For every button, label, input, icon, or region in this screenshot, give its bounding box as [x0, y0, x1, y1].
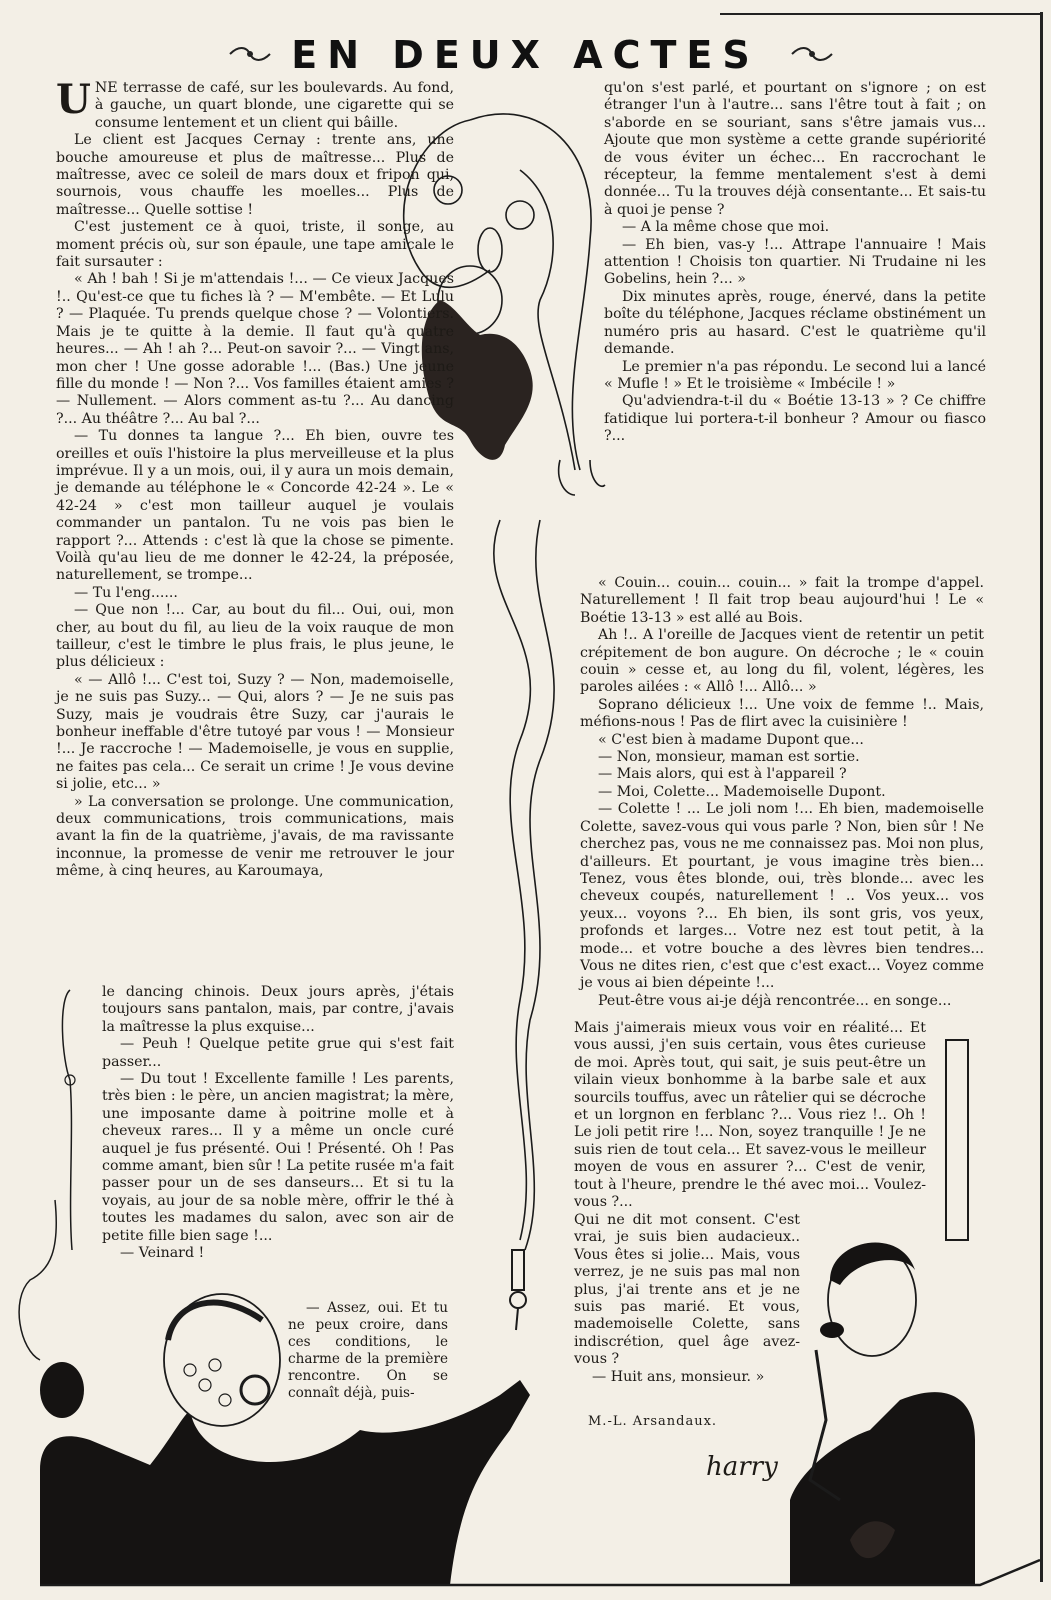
column-right-lower: [574, 1020, 926, 1211]
paragraph: Qui ne dit mot consent. C'est vrai, je suis bien audacieux.. Vous êtes si jolie... Mais, vous verrez, je ne suis pas mal non plus, j'ai trente ans et je ne suis pas marié. Et vous, mademoiselle Colette, sans indiscrétion, quel âge avez-vous ?: [574, 1212, 800, 1368]
paragraph: — A la même chose que moi.: [622, 219, 830, 236]
paragraph: « C'est bien à madame Dupont que...: [598, 731, 864, 748]
paragraph: » La conversation se prolonge. Une communication, deux communications, trois communications, mais avant la fin de la quatrième, j'avais, de ma ravissante inconnue, la promesse de venir me retrouver le jour même, à cinq heures, au Karoumaya,: [56, 793, 454, 880]
paragraph: qu'on s'est parlé, et pourtant on s'ignore ; on est étranger l'un à l'autre... sans l'être tout à fait ; on s'aborde en se souriant, sans s'être jamais vus... Ajoute que mon système a cette grande supériorité de vous éviter un échec... En raccrochant le récepteur, la femme mentalement s'est à demi donnée... Tu la trouves déjà consentante... Et sais-tu à quoi je pense ?: [604, 80, 986, 218]
paragraph: « — Allô !... C'est toi, Suzy ? — Non, mademoiselle, je ne suis pas Suzy... — Qui, alors ? — Je ne suis pas Suzy, mais je voudrais être Suzy, car j'aurais le bonheur ineffable d'être tutoyé par vous ! — Monsieur !... Je raccroche ! — Mademoiselle, je vous en supplie, ne faites pas cela... Ce serait un crime ! Je vous devine si jolie, etc... »: [56, 671, 454, 793]
paragraph: « Couin... couin... couin... » fait la trompe d'appel. Naturellement ! Il fait trop beau aujourd'hui ! Le « Boétie 13-13 » est allé au Bois.: [580, 575, 984, 626]
column-right-middle: [580, 575, 984, 1010]
paragraph: le dancing chinois. Deux jours après, j'étais toujours sans pantalon, mais, par contre, j'avais la maîtresse la plus exquise...: [102, 984, 454, 1035]
paragraph: — Que non !... Car, au bout du fil... Oui, oui, mon cher, au bout du fil, au lieu de la voix rauque de mon tailleur, c'est le timbre le plus frais, le plus jeune, le plus délicieux :: [56, 602, 454, 671]
paragraph: — Non, monsieur, maman est sortie.: [598, 749, 860, 766]
author-signature: M.-L. Arsandaux.: [588, 1414, 718, 1429]
paragraph: — Mais alors, qui est à l'appareil ?: [598, 766, 847, 783]
paragraph: Peut-être vous ai-je déjà rencontrée... en songe...: [598, 992, 952, 1009]
column-right-bottom: [574, 1212, 800, 1386]
paragraph: — Du tout ! Excellente famille ! Les parents, très bien : le père, un ancien magistrat; la mère, une imposante dame à poitrine molle et à cheveux rares... Il y a même un oncle curé auquel je fus présenté. Oui ! Présenté. Oh ! Pas comme amant, bien sûr ! La petite rusée m'a fait passer pour un de ses danseurs... Et si tu la voyais, au jour de sa noble mère, offrir le thé à toutes les madames du salon, avec son air de petite fille bien sage !...: [102, 1071, 454, 1244]
intro-paragraph: UNE terrasse de café, sur les boulevards. Au fond, à gauche, un quart blonde, une cigarette qui se consume lentement et un client qui bâille.: [56, 76, 454, 131]
paragraph: C'est justement ce à quoi, triste, il songe, au moment précis où, sur son épaule, une tape amicale le fait sursauter :: [56, 219, 454, 271]
paragraph: Soprano délicieux !... Une voix de femme !.. Mais, méfions-nous ! Pas de flirt avec la cuisinière !: [580, 696, 984, 731]
column-left-bottom: [288, 1300, 448, 1402]
paragraph: — Peuh ! Quelque petite grue qui s'est fait passer...: [102, 1036, 454, 1070]
paragraph: Le premier n'a pas répondu. Le second lui a lancé « Mufle ! » Et le troisième « Imbécile ! »: [604, 358, 986, 392]
telephone-plug: [510, 1250, 526, 1330]
paragraph: — Moi, Colette... Mademoiselle Dupont.: [598, 783, 886, 800]
paragraph: — Huit ans, monsieur. »: [592, 1368, 765, 1385]
column-left-top: [56, 76, 454, 881]
column-left-middle: [102, 984, 454, 1263]
paragraph: — Assez, oui. Et tu ne peux croire, dans ces conditions, le charme de la première rencontre. On se connaît déjà, puis-: [288, 1300, 448, 1401]
paragraph: — Tu donnes ta langue ?... Eh bien, ouvre tes oreilles et ouïs l'histoire la plus merveilleuse et la plus imprévue. Il y a un mois, oui, il y aura un mois demain, je demande au téléphone le « Concorde 42-24 ». Le « 42-24 » c'est mon tailleur auquel je voulais commander un pantalon. Tu ne vois pas bien le rapport ?... Attends : c'est là que la chose se pimente. Voilà qu'au lieu de me donner le 42-24, la préposée, naturellement, se trompe...: [56, 428, 454, 584]
paragraph: — Colette ! ... Le joli nom !... Eh bien, mademoiselle Colette, savez-vous qui vous parle ? Non, bien sûr ! Ne cherchez pas, vous ne me connaissez pas. Moi non plus, d'ailleurs. Et pourtant, je vous imagine très bien... Tenez, vous êtes blonde, oui, très blonde... avec les cheveux coupés, naturellement ! .. Vos yeux... vos yeux... voyons ?... Eh bien, ils sont gris, vos yeux, profonds et larges... Votre nez est tout petit, à la mode... et votre bouche a des lèvres bien tendres... Vous ne dites rien, c'est que c'est exact... Voyez comme je vous ai bien dépeinte !...: [580, 801, 984, 992]
paragraph: Qu'adviendra-t-il du « Boétie 13-13 » ? Ce chiffre fatidique lui portera-t-il bonheur ? Amour ou fiasco ?...: [604, 393, 986, 445]
paragraph: — Tu l'eng......: [74, 584, 178, 601]
paragraph: Dix minutes après, rouge, énervé, dans la petite boîte du téléphone, Jacques réclame obstinément un numéro pris au hasard. C'est le quatrième qu'il demande.: [604, 288, 986, 358]
paragraph: Ah !.. A l'oreille de Jacques vient de retentir un petit crépitement de bon augure. On décroche ; le « couin couin » cesse et, au long du fil, volent, légères, les paroles ailées : « Allô !... Allô... »: [580, 627, 984, 696]
artist-signature: harry: [706, 1452, 778, 1482]
page-title: EN DEUX ACTES: [291, 33, 760, 77]
paragraph: Le client est Jacques Cernay : trente ans, une bouche amoureuse et plus de maîtresse... Plus de maîtresse, avec ce soleil de mars doux et fripon qui, sournois, vous chauffe les moelles... Plus de maîtresse... Quelle sottise !: [56, 132, 454, 218]
drop-cap: U: [56, 76, 91, 123]
paragraph: Mais j'aimerais mieux vous voir en réalité... Et vous aussi, j'en suis certain, vous êtes curieuse de moi. Après tout, qui sait, je suis peut-être un vilain vieux bonhomme à la barbe sale et aux sourcils touffus, avec un râtelier qui se décroche et un lorgnon en ferblanc ?... Vous riez !.. Oh ! Le joli petit rire !... Non, soyez tranquille ! Je ne suis rien de tout cela... Et savez-vous le meilleur moyen de vous en assurer ?... C'est de venir, tout à l'heure, prendre le thé avec moi... Voulez-vous ?...: [574, 1020, 926, 1211]
paragraph: « Ah ! bah ! Si je m'attendais !... — Ce vieux Jacques !.. Qu'est-ce que tu fiches là ? — M'embête. — Et Lulu ? — Plaquée. Tu prends quelque chose ? — Volontiers. Mais je te quitte à la demie. Il faut qu'à quatre heures... — Ah ! ah ?... Peut-on savoir ?... — Vingt ans, mon cher ! Une gosse adorable !... (Bas.) Une jeune fille du monde ! — Non ?... Vos familles étaient amies ? — Nullement. — Alors comment as-tu ?... Au dancing ?... Au théâtre ?... Au bal ?...: [56, 271, 454, 427]
paragraph: — Veinard !: [120, 1245, 205, 1262]
column-right-top: [604, 80, 986, 446]
paragraph: — Eh bien, vas-y !... Attrape l'annuaire ! Mais attention ! Choisis ton quartier. Ni Trudaine ni les Gobelins, hein ?... »: [604, 236, 986, 288]
